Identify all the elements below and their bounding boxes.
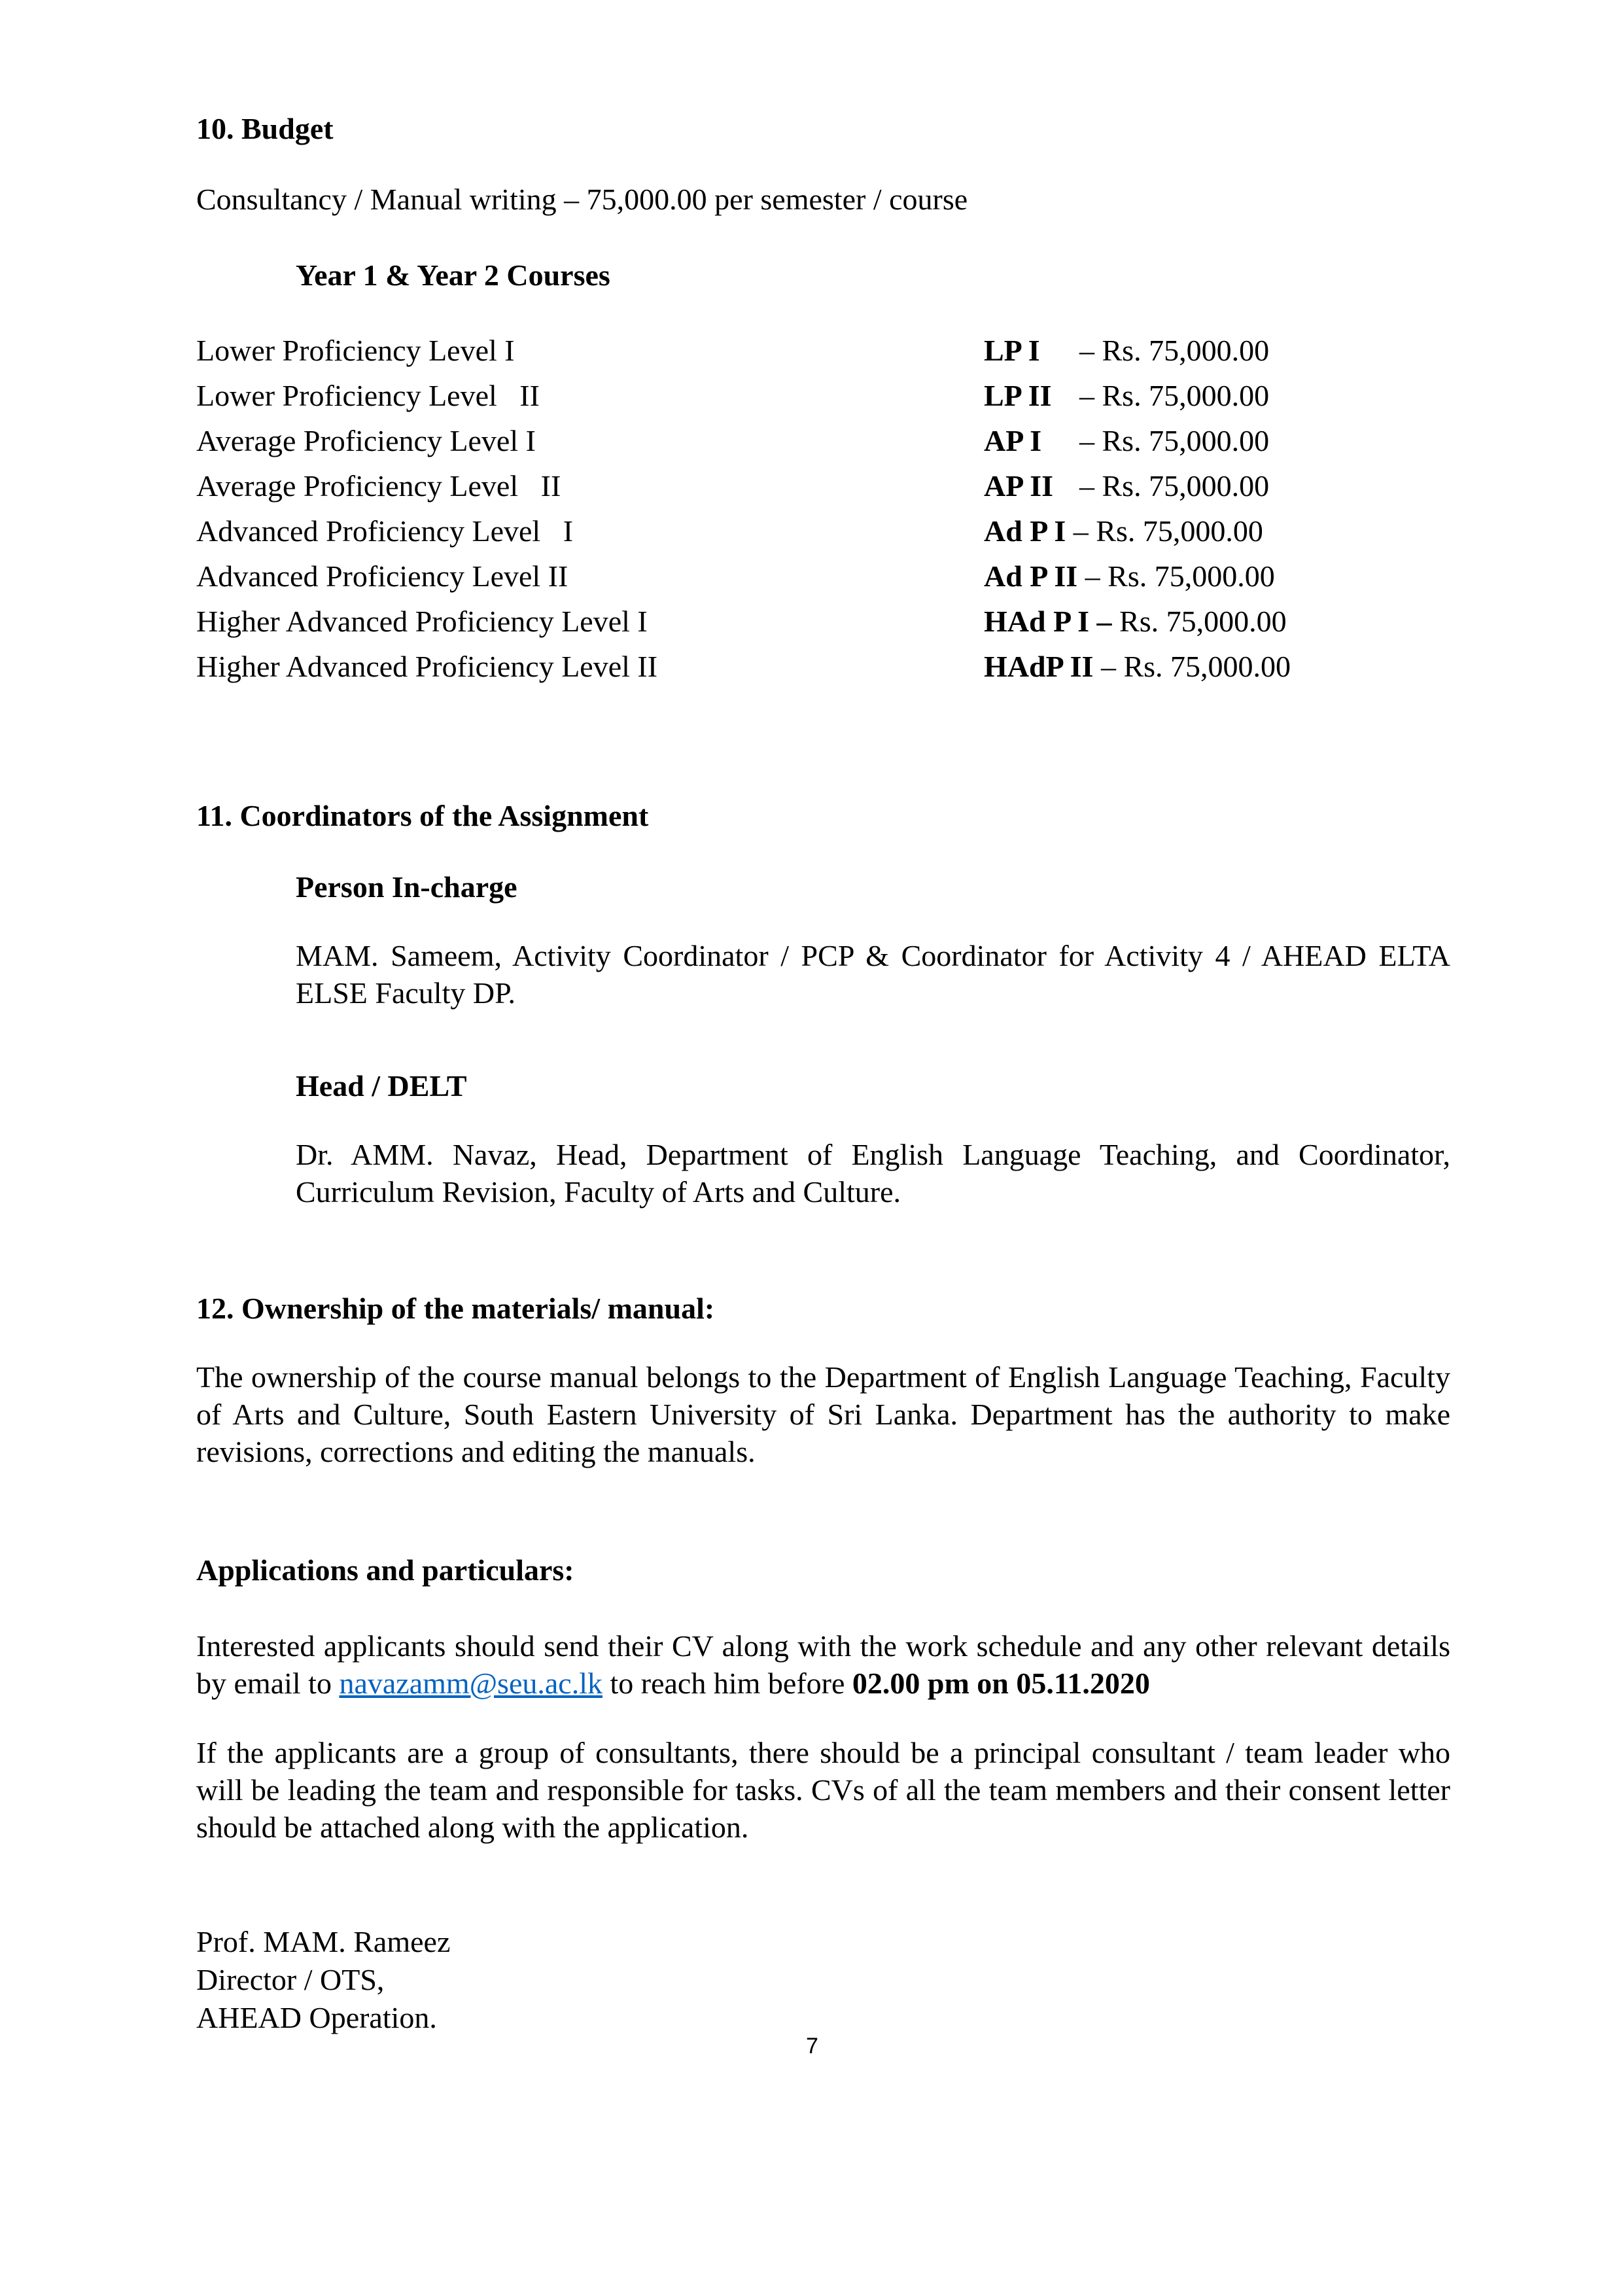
section-heading-ownership: 12. Ownership of the materials/ manual: bbox=[196, 1292, 715, 1325]
applications-text: Interested applicants should send their CV along with the work schedule and any other relevant details by email to bbox=[196, 1629, 1450, 1700]
group-consultants-paragraph: If the applicants are a group of consultants, there should be a principal consultant / team leader who will be leading the team and responsible for tasks. CVs of all the team members and their consent letter should be attached along with the application. bbox=[196, 1736, 1450, 1844]
course-name: Lower Proficiency Level II bbox=[196, 379, 540, 412]
course-fee bbox=[984, 468, 1269, 504]
course-row bbox=[196, 648, 657, 685]
ownership-text: The ownership of the course manual belongs to the Department of English Language Teaching, Faculty of Arts and Culture, South Eastern University of Sri Lanka. Department has the authority to make revisions, corrections and editing the manuals. bbox=[196, 1360, 1450, 1468]
course-code: HAd P I – bbox=[984, 605, 1112, 638]
applications-text-middle: to reach him before bbox=[602, 1667, 852, 1700]
course-name: Average Proficiency Level II bbox=[196, 469, 561, 503]
course-amount: Rs. 75,000.00 bbox=[1102, 334, 1270, 367]
course-code: LP I bbox=[984, 334, 1040, 367]
course-row bbox=[196, 332, 515, 369]
course-row bbox=[196, 378, 540, 414]
course-row bbox=[196, 468, 561, 504]
course-amount: Rs. 75,000.00 bbox=[1102, 469, 1270, 503]
section-heading-budget: 10. Budget bbox=[196, 112, 334, 145]
applications-paragraph bbox=[196, 1627, 1450, 1702]
consultancy-line: Consultancy / Manual writing – 75,000.00 per semester / course bbox=[196, 183, 968, 216]
course-sep: – bbox=[1077, 559, 1108, 593]
email-link[interactable]: navazamm@seu.ac.lk bbox=[339, 1667, 602, 1700]
courses-heading: Year 1 & Year 2 Courses bbox=[296, 258, 610, 292]
signatory-org: AHEAD Operation. bbox=[196, 2001, 437, 2034]
course-amount: Rs. 75,000.00 bbox=[1102, 379, 1270, 412]
deadline-text: 02.00 pm on 05.11.2020 bbox=[852, 1667, 1150, 1700]
course-row bbox=[196, 423, 536, 459]
course-amount: Rs. 75,000.00 bbox=[1123, 650, 1291, 683]
signatory-name: Prof. MAM. Rameez bbox=[196, 1925, 451, 1958]
course-row bbox=[196, 603, 648, 640]
person-in-charge-heading: Person In-charge bbox=[296, 870, 517, 904]
course-sep: – bbox=[1093, 650, 1124, 683]
course-code: AP II bbox=[984, 469, 1054, 503]
person-in-charge-text: MAM. Sameem, Activity Coordinator / PCP & Coordinator for Activity 4 / AHEAD ELTA ELSE Faculty DP. bbox=[296, 939, 1450, 1010]
course-name: Higher Advanced Proficiency Level I bbox=[196, 605, 648, 638]
page-number: 7 bbox=[806, 2034, 818, 2058]
course-amount: Rs. 75,000.00 bbox=[1119, 605, 1287, 638]
section-heading-coordinators: 11. Coordinators of the Assignment bbox=[196, 799, 649, 832]
course-fee bbox=[984, 558, 1275, 595]
course-fee bbox=[984, 332, 1269, 369]
course-sep: – bbox=[1079, 469, 1102, 503]
course-row bbox=[196, 558, 568, 595]
course-amount: Rs. 75,000.00 bbox=[1096, 514, 1263, 548]
course-code: Ad P I bbox=[984, 514, 1066, 548]
course-fee bbox=[984, 423, 1269, 459]
course-name: Lower Proficiency Level I bbox=[196, 334, 515, 367]
head-delt-text: Dr. AMM. Navaz, Head, Department of English Language Teaching, and Coordinator, Curriculum Revision, Faculty of Arts and Culture. bbox=[296, 1138, 1450, 1209]
course-fee bbox=[984, 513, 1263, 550]
course-name: Higher Advanced Proficiency Level II bbox=[196, 650, 658, 683]
course-amount: Rs. 75,000.00 bbox=[1102, 424, 1270, 457]
course-amount: Rs. 75,000.00 bbox=[1108, 559, 1275, 593]
head-delt-heading: Head / DELT bbox=[296, 1069, 467, 1103]
course-name: Advanced Proficiency Level II bbox=[196, 559, 568, 593]
course-sep bbox=[1112, 605, 1120, 638]
course-sep: – bbox=[1079, 424, 1102, 457]
course-code: Ad P II bbox=[984, 559, 1078, 593]
course-fee bbox=[984, 378, 1269, 414]
course-row bbox=[196, 513, 573, 550]
course-sep: – bbox=[1079, 334, 1102, 367]
course-code: LP II bbox=[984, 379, 1052, 412]
course-name: Average Proficiency Level I bbox=[196, 424, 536, 457]
course-fee bbox=[984, 603, 1287, 640]
course-sep: – bbox=[1066, 514, 1096, 548]
course-name: Advanced Proficiency Level I bbox=[196, 514, 574, 548]
course-sep: – bbox=[1079, 379, 1102, 412]
course-code: AP I bbox=[984, 424, 1042, 457]
signatory-title: Director / OTS, bbox=[196, 1963, 385, 1996]
applications-heading: Applications and particulars: bbox=[196, 1553, 574, 1587]
course-fee bbox=[984, 648, 1291, 685]
course-code: HAdP II bbox=[984, 650, 1094, 683]
